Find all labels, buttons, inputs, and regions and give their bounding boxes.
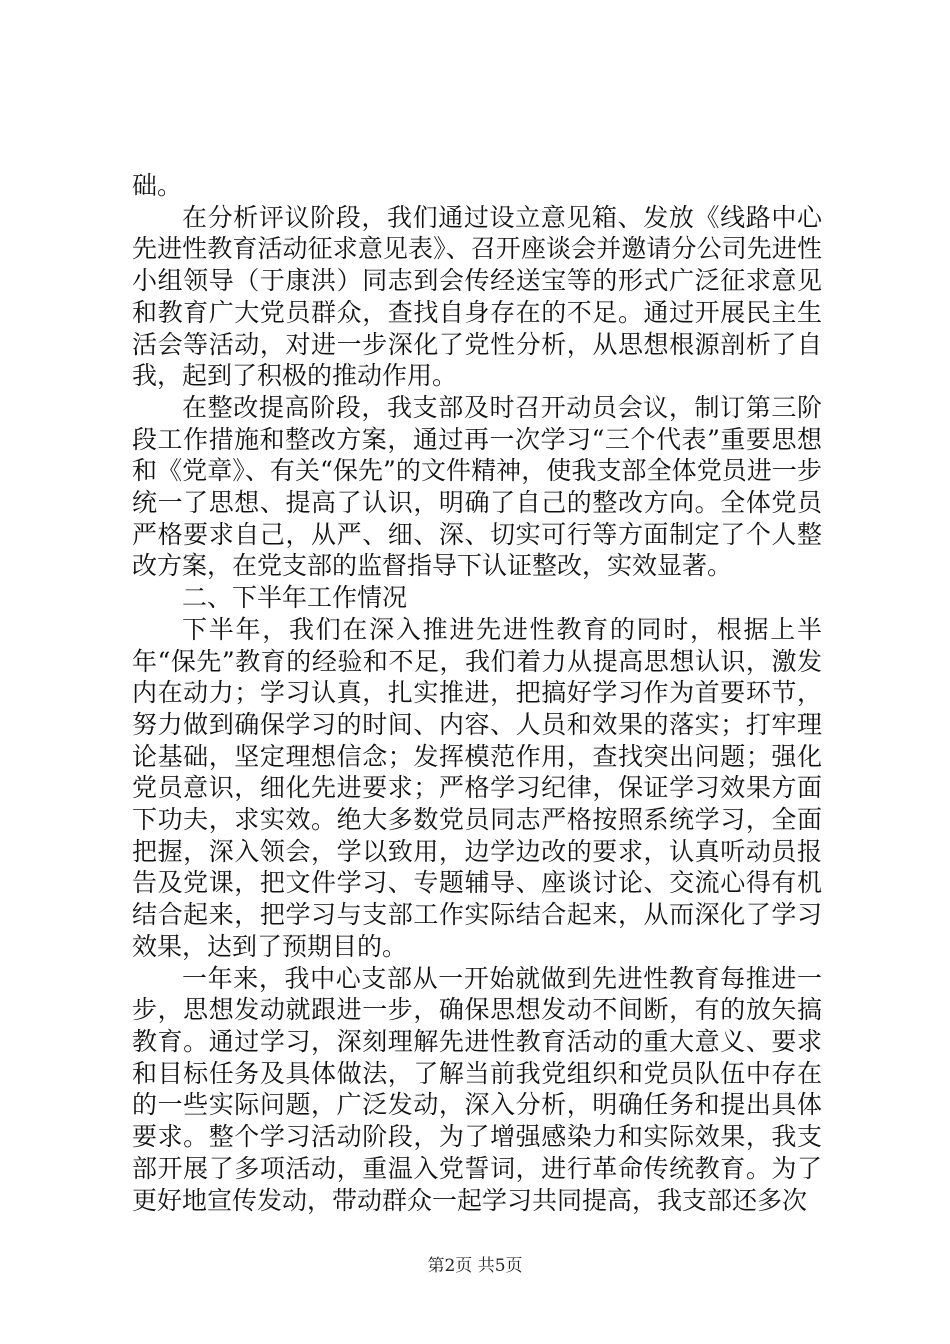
paragraph-second-half: 下半年，我们在深入推进先进性教育的同时，根据上半年“保先”教育的经验和不足，我们着力从提高思想认识，激发内在动力；学习认真，扎实推进，把搞好学习作为首要环节，努力做到确保学习的时间、内容、人员和效果的落实；打牢理论基础，坚定理想信念；发挥模范作用，查找突出问题；强化党员意识，细化先进要求；严格学习纪律，保证学习效果方面下功夫，求实效。绝大多数党员同志严格按照系统学习，全面把握，深入领会，学以致用，边学边改的要求，认真听动员报告及党课，把文件学习、专题辅导、座谈讨论、交流心得有机结合起来，把学习与支部工作实际结合起来，从而深化了学习效果，达到了预期目的。 <box>132 614 822 961</box>
paragraph-continuation: 础。 <box>132 171 183 200</box>
section-heading-second-half: 二、下半年工作情况 <box>182 583 408 613</box>
paragraph-rectification-stage: 在整改提高阶段，我支部及时召开动员会议，制订第三阶段工作措施和整改方案，通过再一次学习“三个代表”重要思想和《党章》、有关“保先”的文件精神，使我支部全体党员进一步统一了思想、提高了认识，明确了自己的整改方向。全体党员严格要求自己，从严、细、深、切实可行等方面制定了个人整改方案，在党支部的监督指导下认证整改，实效显著。 <box>132 392 822 581</box>
paragraph-analysis-stage: 在分析评议阶段，我们通过设立意见箱、发放《线路中心先进性教育活动征求意见表》、召开座谈会并邀请分公司先进性小组领导（于康洪）同志到会传经送宝等的形式广泛征求意见和教育广大党员群众，查找自身存在的不足。通过开展民主生活会等活动，对进一步深化了党性分析，从思想根源剖析了自我，起到了积极的推动作用。 <box>132 202 822 391</box>
document-body <box>132 170 822 1216</box>
page-number-footer: 第2页 共5页 <box>427 1256 523 1276</box>
paragraph-year-summary: 一年来，我中心支部从一开始就做到先进性教育每推进一步，思想发动就跟进一步，确保思想发动不间断，有的放矢搞教育。通过学习，深刻理解先进性教育活动的重大意义、要求和目标任务及具体做法，了解当前我党组织和党员队伍中存在的一些实际问题，广泛发动，深入分析，明确任务和提出具体要求。整个学习活动阶段，为了增强感染力和实际效果，我支部开展了多项活动，重温入党誓词，进行革命传统教育。为了更好地宣传发动，带动群众一起学习共同提高，我支部还多次 <box>132 963 822 1215</box>
